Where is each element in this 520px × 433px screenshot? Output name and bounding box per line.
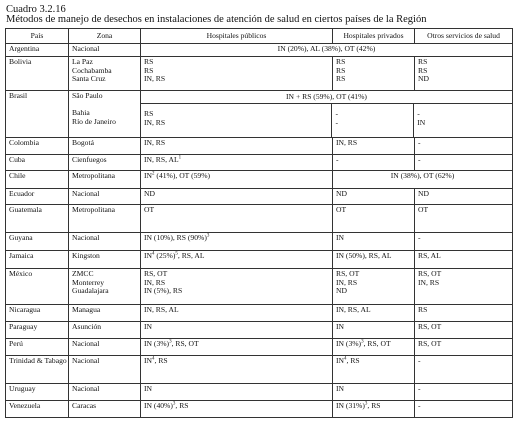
table-body — [6, 44, 513, 418]
public-hospitals-cell — [141, 57, 333, 91]
public-hospitals-cell-line: IN — [144, 322, 153, 331]
zone-cell-line: Caracas — [72, 401, 97, 410]
private-hospitals-cell — [333, 233, 415, 251]
country-cell-line: Brasil — [9, 91, 28, 100]
table-row — [6, 356, 513, 384]
zone-cell-line: Monterrey — [72, 277, 105, 287]
table-row — [6, 384, 513, 401]
table-row — [6, 155, 513, 171]
table-number: Cuadro 3.2.16 — [6, 4, 66, 15]
private-hospitals-cell-line: IN — [336, 322, 345, 331]
header-hospitales-publicos: Hospitales públicos — [141, 29, 333, 44]
private-hospitals-cell-line: IN, RS — [336, 138, 358, 147]
other-services-cell — [415, 138, 513, 155]
zone-cell — [69, 189, 141, 205]
zone-cell-line: Santa Cruz — [72, 74, 106, 84]
zone-cell-line: Nacional — [72, 339, 100, 348]
public-hospitals-cell — [141, 233, 333, 251]
public-hospitals-cell-line: RS — [144, 57, 154, 66]
private-hospitals-cell-line: RS, OT — [336, 269, 360, 278]
public-hospitals-cell-line: ND — [144, 189, 155, 198]
zone-cell — [69, 384, 141, 401]
zone-cell-line: Cochabamba — [72, 65, 112, 75]
value-line: - — [417, 109, 420, 118]
table-row — [6, 91, 513, 138]
table-row — [6, 57, 513, 91]
table-row — [6, 138, 513, 155]
private-hospitals-cell — [333, 155, 415, 171]
country-cell — [6, 269, 69, 305]
country-cell — [6, 251, 69, 269]
private-hospitals-value — [332, 104, 414, 137]
public-hospitals-cell-line: OT — [144, 205, 155, 214]
country-cell — [6, 205, 69, 233]
private-hospitals-cell-line: IN (50%), RS, AL — [336, 251, 392, 260]
country-cell-line: Chile — [9, 171, 26, 180]
other-services-cell-line: RS, AL — [418, 251, 441, 260]
private-hospitals-cell — [333, 205, 415, 233]
other-services-cell-line: OT — [418, 205, 429, 214]
private-hospitals-cell-line: - — [336, 155, 339, 164]
private-hospitals-cell-line: RS — [336, 74, 346, 84]
other-services-cell-line: RS — [418, 305, 428, 314]
country-cell — [6, 356, 69, 384]
zone-cell-line: Metropolitana — [72, 205, 116, 214]
country-cell-line: Argentina — [9, 44, 40, 53]
other-services-cell — [415, 205, 513, 233]
country-cell-line: Nicaragua — [9, 305, 41, 314]
private-hospitals-cell — [333, 305, 415, 322]
country-cell — [6, 339, 69, 356]
public-hospitals-cell-line: IN — [144, 384, 153, 393]
public-hospitals-cell — [141, 171, 333, 189]
zone-cell-line: São Paulo — [72, 91, 103, 100]
other-services-cell — [415, 401, 513, 418]
table-row — [6, 269, 513, 305]
private-hospitals-cell — [333, 322, 415, 339]
private-hospitals-cell-line: ND — [336, 189, 347, 198]
zone-cell-line: Asunción — [72, 322, 102, 331]
country-cell-line: Trinidad & Tabago — [9, 356, 67, 365]
public-hospitals-cell-line: IN (5%), RS — [144, 286, 183, 296]
zone-cell-line: Río de Janeiro — [72, 116, 116, 126]
public-hospitals-cell — [141, 356, 333, 384]
header-pais: País — [6, 29, 69, 44]
public-hospitals-cell-line: IN, RS, $AL^1$ — [144, 155, 182, 164]
private-hospitals-cell — [333, 356, 415, 384]
other-services-cell-line: - — [418, 356, 421, 365]
table-row — [6, 171, 513, 189]
public-hospitals-cell-line: $IN^4$, RS — [144, 356, 168, 365]
country-cell — [6, 401, 69, 418]
country-cell — [6, 189, 69, 205]
public-hospitals-cell — [141, 205, 333, 233]
private-hospitals-cell — [333, 269, 415, 305]
private-hospitals-cell-line: IN — [336, 233, 345, 242]
header-hospitales-privados: Hospitales privados — [333, 29, 415, 44]
country-cell-line: México — [9, 269, 33, 278]
other-services-cell-line: RS — [418, 57, 428, 66]
zone-cell — [69, 171, 141, 189]
brasil-values-cell — [141, 91, 513, 138]
zone-cell-line: Managua — [72, 305, 101, 314]
table-row — [6, 233, 513, 251]
other-services-cell-line: IN, RS — [418, 277, 440, 287]
private-hospitals-cell-line: RS — [336, 57, 346, 66]
country-cell-line: Perú — [9, 339, 23, 348]
other-services-cell-line: - — [418, 384, 421, 393]
private-hospitals-cell — [333, 57, 415, 91]
table-title: Métodos de manejo de desechos en instalaciones de atención de salud en ciertos países de la Región — [6, 14, 427, 25]
other-services-cell — [415, 233, 513, 251]
other-services-cell-line: - — [418, 155, 421, 164]
table-row — [6, 189, 513, 205]
table-row — [6, 401, 513, 418]
country-cell-line: Ecuador — [9, 189, 35, 198]
table-row — [6, 322, 513, 339]
header-zona: Zona — [69, 29, 141, 44]
zone-cell — [69, 44, 141, 57]
other-services-cell — [415, 339, 513, 356]
public-hospitals-cell-line: RS, OT — [144, 269, 168, 278]
country-cell-line: Guyana — [9, 233, 33, 242]
public-hospitals-cell-line: RS — [144, 65, 154, 75]
public-hospitals-cell — [141, 322, 333, 339]
zone-cell — [69, 155, 141, 171]
zone-cell-line: Nacional — [72, 384, 100, 393]
zone-cell — [69, 205, 141, 233]
table-row — [6, 44, 513, 57]
header-row — [6, 29, 513, 44]
country-cell — [6, 57, 69, 91]
other-services-cell — [415, 189, 513, 205]
private-hospitals-cell — [333, 339, 415, 356]
zone-cell — [69, 322, 141, 339]
zone-cell — [69, 305, 141, 322]
country-cell-line: Cuba — [9, 155, 26, 164]
public-hospitals-cell-line: IN, RS, AL — [144, 305, 179, 314]
other-services-cell-line — [418, 287, 509, 296]
country-cell — [6, 44, 69, 57]
table-row — [6, 205, 513, 233]
private-hospitals-cell-line: $IN^4$, RS — [336, 356, 360, 365]
zone-cell — [69, 356, 141, 384]
zone-cell-line: Guadalajara — [72, 286, 109, 296]
country-cell-line: Guatemala — [9, 205, 42, 214]
value-line: - — [335, 117, 338, 127]
country-cell-line: Jamaica — [9, 251, 34, 260]
public-hospitals-cell — [141, 189, 333, 205]
other-services-cell-line: - — [418, 401, 421, 410]
public-hospitals-cell — [141, 269, 333, 305]
other-services-value — [414, 104, 512, 137]
other-services-cell-line: ND — [418, 189, 429, 198]
private-hospitals-cell-line: IN, RS, AL — [336, 305, 371, 314]
table-row — [6, 305, 513, 322]
country-cell — [6, 138, 69, 155]
public-hospitals-cell — [141, 384, 333, 401]
public-hospitals-cell — [141, 251, 333, 269]
other-services-cell — [415, 305, 513, 322]
other-services-cell — [415, 251, 513, 269]
merged-value: IN + RS (59%), OT (41%) — [141, 91, 512, 104]
private-hospitals-cell — [333, 189, 415, 205]
other-services-cell — [415, 384, 513, 401]
zone-cell — [69, 401, 141, 418]
zone-cell-line: Nacional — [72, 189, 100, 198]
header-otros-servicios: Otros servicios de salud — [415, 29, 513, 44]
public-hospitals-cell-line: IN, RS — [144, 138, 166, 147]
public-hospitals-cell — [141, 401, 333, 418]
zone-cell-line: Bogotá — [72, 138, 94, 147]
value-line: RS — [144, 109, 154, 118]
private-hospitals-cell-line: IN — [336, 384, 345, 393]
country-cell — [6, 384, 69, 401]
private-hospitals-cell — [333, 138, 415, 155]
country-cell-line: Colombia — [9, 138, 39, 147]
country-cell — [6, 155, 69, 171]
private-hospitals-cell-line: ND — [336, 286, 347, 296]
country-cell-line: Uruguay — [9, 384, 36, 393]
private-hospitals-cell-line: OT — [336, 205, 347, 214]
country-cell — [6, 305, 69, 322]
zone-cell — [69, 233, 141, 251]
private-hospitals-cell-line: RS — [336, 65, 346, 75]
public-hospitals-cell-line: $IN^2$ (41%), OT (59%) — [144, 171, 211, 180]
public-hospitals-cell-line: IN $(40\%)^3$, RS — [144, 401, 189, 410]
merged-value-cell — [333, 171, 513, 189]
public-hospitals-value — [141, 104, 332, 137]
private-hospitals-cell — [333, 401, 415, 418]
zone-cell-line: Nacional — [72, 356, 100, 365]
private-hospitals-cell — [333, 384, 415, 401]
merged-value-cell-line: IN (20%), AL (38%), OT (42%) — [277, 44, 376, 53]
country-cell — [6, 91, 69, 138]
zone-cell — [69, 251, 141, 269]
value-line: IN — [417, 117, 426, 127]
other-services-cell — [415, 322, 513, 339]
zone-cell-line: Metropolitana — [72, 171, 116, 180]
country-cell-line: Paraguay — [9, 322, 38, 331]
public-hospitals-cell-line: IN (10%), RS $(90\%)^3$ — [144, 233, 210, 242]
zone-cell-line: Nacional — [72, 44, 100, 53]
other-services-cell-line: RS — [418, 65, 428, 75]
public-hospitals-cell-line: IN $(3\%)^3$, RS, OT — [144, 339, 199, 348]
other-services-cell-line: - — [418, 233, 421, 242]
other-services-cell — [415, 57, 513, 91]
zone-cell-line: Bahia — [72, 108, 90, 118]
merged-value-cell-line: IN (38%), OT (62%) — [390, 171, 455, 180]
private-hospitals-cell-line: IN $(3\%)^3$, RS, OT — [336, 339, 391, 348]
other-services-cell-line: RS, OT — [418, 322, 442, 331]
country-cell — [6, 171, 69, 189]
other-services-cell-line: RS, OT — [418, 269, 442, 278]
other-services-cell — [415, 356, 513, 384]
zone-cell-line: La Paz — [72, 57, 93, 66]
country-cell-line: Bolivia — [9, 57, 32, 66]
value-line: IN, RS — [144, 117, 166, 127]
zone-cell — [69, 91, 141, 138]
zone-cell-line: Nacional — [72, 233, 100, 242]
zone-cell-line: Kingston — [72, 251, 100, 260]
private-hospitals-cell-line: IN $(31\%)^3$, RS — [336, 401, 381, 410]
public-hospitals-cell-line: $IN^4$ $(25\%)^5$, RS, AL — [144, 251, 205, 260]
zone-cell — [69, 57, 141, 91]
public-hospitals-cell — [141, 155, 333, 171]
table-row — [6, 251, 513, 269]
zone-cell-line: ZMCC — [72, 269, 94, 278]
other-services-cell — [415, 269, 513, 305]
value-line: - — [335, 109, 338, 118]
other-services-cell-line: ND — [418, 74, 429, 84]
other-services-cell-line: RS, OT — [418, 339, 442, 348]
public-hospitals-cell-line: IN, RS — [144, 74, 166, 84]
zone-cell-line: Cienfuegos — [72, 155, 107, 164]
public-hospitals-cell-line: IN, RS — [144, 277, 166, 287]
zone-cell — [69, 269, 141, 305]
merged-value-cell — [141, 44, 513, 57]
private-hospitals-cell-line: IN, RS — [336, 277, 358, 287]
zone-cell — [69, 138, 141, 155]
public-hospitals-cell — [141, 339, 333, 356]
other-services-cell-line: - — [418, 138, 421, 147]
other-services-cell — [415, 155, 513, 171]
waste-management-table — [5, 28, 513, 418]
private-hospitals-cell — [333, 251, 415, 269]
table-row — [6, 339, 513, 356]
public-hospitals-cell — [141, 138, 333, 155]
country-cell — [6, 233, 69, 251]
public-hospitals-cell — [141, 305, 333, 322]
country-cell — [6, 322, 69, 339]
country-cell-line: Venezuela — [9, 401, 41, 410]
zone-cell — [69, 339, 141, 356]
